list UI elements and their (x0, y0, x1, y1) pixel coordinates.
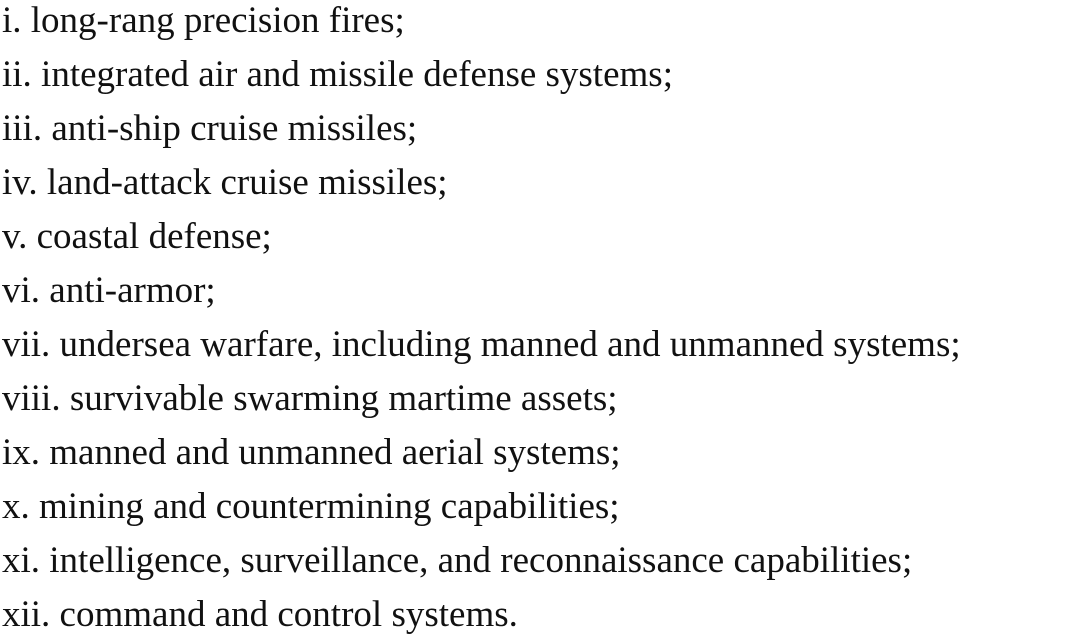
list-item: viii. survivable swarming martime assets; (2, 378, 618, 419)
list-item: ix. manned and unmanned aerial systems; (2, 432, 621, 473)
capability-list (2, 0, 1080, 642)
list-item: v. coastal defense; (2, 216, 272, 257)
list-item: vi. anti-armor; (2, 270, 216, 311)
list-item: x. mining and countermining capabilities; (2, 486, 620, 527)
list-item: i. long-rang precision fires; (2, 0, 405, 41)
list-item: xii. command and control systems. (2, 594, 518, 635)
list-item: xi. intelligence, surveillance, and reconnaissance capabilities; (2, 540, 913, 581)
list-item: ii. integrated air and missile defense systems; (2, 54, 673, 95)
list-item: iv. land-attack cruise missiles; (2, 162, 448, 203)
list-item: vii. undersea warfare, including manned and unmanned systems; (2, 324, 961, 365)
list-item: iii. anti-ship cruise missiles; (2, 108, 418, 149)
